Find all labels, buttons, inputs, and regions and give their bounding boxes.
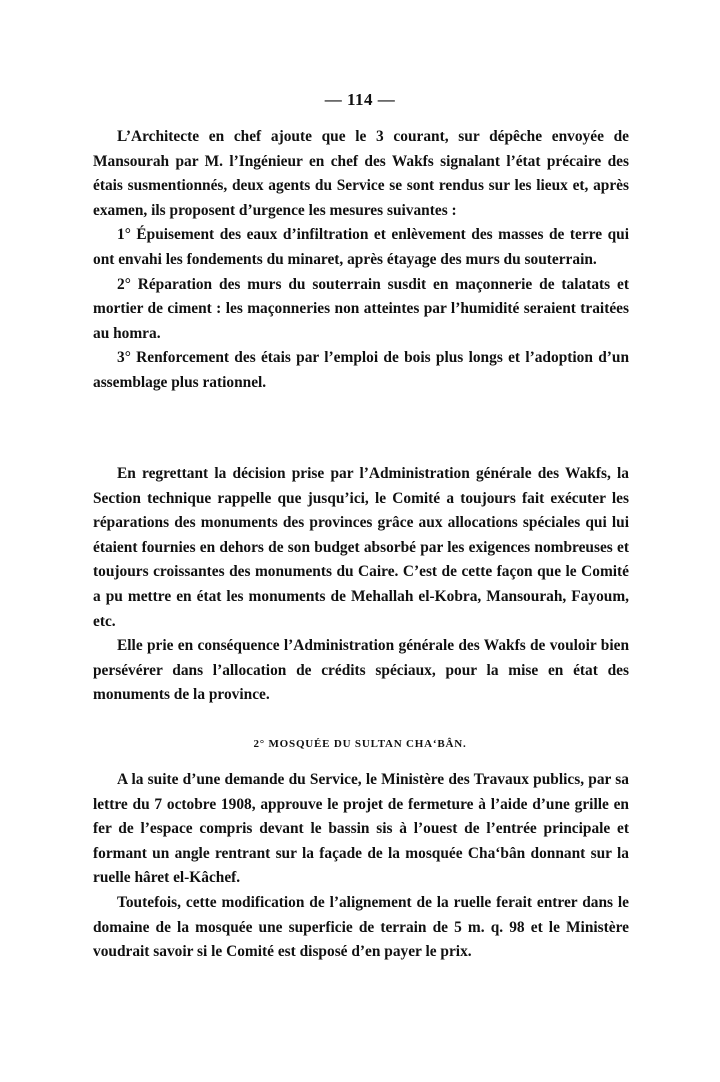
paragraph: A la suite d’une demande du Service, le Ministère des Travaux publics, par sa lettre du 7 octobre 1908, approuve le projet de fermeture à l’aide d’une grille en fer de l’espace compris devant le bassin sis à l’ouest de l’entrée principale et formant un angle rentrant sur la façade de la mosquée Cha‘bân donnant sur la ruelle hâret el-Kâchef.: [93, 771, 629, 887]
paragraph: En regrettant la décision prise par l’Administration générale des Wakfs, la Section technique rappelle que jusqu’ici, le Comité a toujours fait exécuter les réparations des monuments des provinces grâce aux allocations spéciales qui lui étaient fournies en dehors de son budget absorbé par les exigences nombreuses et toujours croissantes des monuments du Caire. C’est de cette façon que le Comité a pu mettre en état les monuments de Mehallah el-Kobra, Mansourah, Fayoum, etc.: [93, 465, 629, 630]
text-block-mosquee-chaban: [93, 768, 629, 965]
paragraph: Toutefois, cette modification de l’alignement de la ruelle ferait entrer dans le domaine de la mosquée une superficie de terrain de 5 m. q. 98 et le Ministère voudrait savoir si le Comité est disposé d’en payer le prix.: [93, 893, 629, 961]
text-block-section-technique: [93, 462, 629, 708]
paragraph: Elle prie en conséquence l’Administration générale des Wakfs de vouloir bien persévérer dans l’allocation de crédits spéciaux, pour la mise en état des monuments de la province.: [93, 637, 629, 704]
paragraph: 2° Réparation des murs du souterrain susdit en maçonnerie de talatats et mortier de ciment : les maçonneries non atteintes par l’humidité seraient traitées au homra.: [93, 275, 629, 342]
section-heading: 2° MOSQUÉE DU SULTAN CHA‘BÂN.: [253, 738, 467, 750]
paragraph: 3° Renforcement des étais par l’emploi de bois plus longs et l’adoption d’un assemblage plus rationnel.: [93, 349, 629, 391]
page-number: — 114 —: [324, 90, 396, 109]
text-block-wakfs-report: [93, 125, 629, 396]
paragraph: 1° Épuisement des eaux d’infiltration et enlèvement des masses de terre qui ont envahi les fondements du minaret, après étayage des murs du souterrain.: [93, 226, 629, 268]
paragraph: L’Architecte en chef ajoute que le 3 courant, sur dépêche envoyée de Mansourah par M. l’Ingénieur en chef des Wakfs signalant l’état précaire des étais susmentionnés, deux agents du Service se sont rendus sur les lieux et, après examen, ils proposent d’urgence les mesures suivantes :: [93, 128, 629, 219]
